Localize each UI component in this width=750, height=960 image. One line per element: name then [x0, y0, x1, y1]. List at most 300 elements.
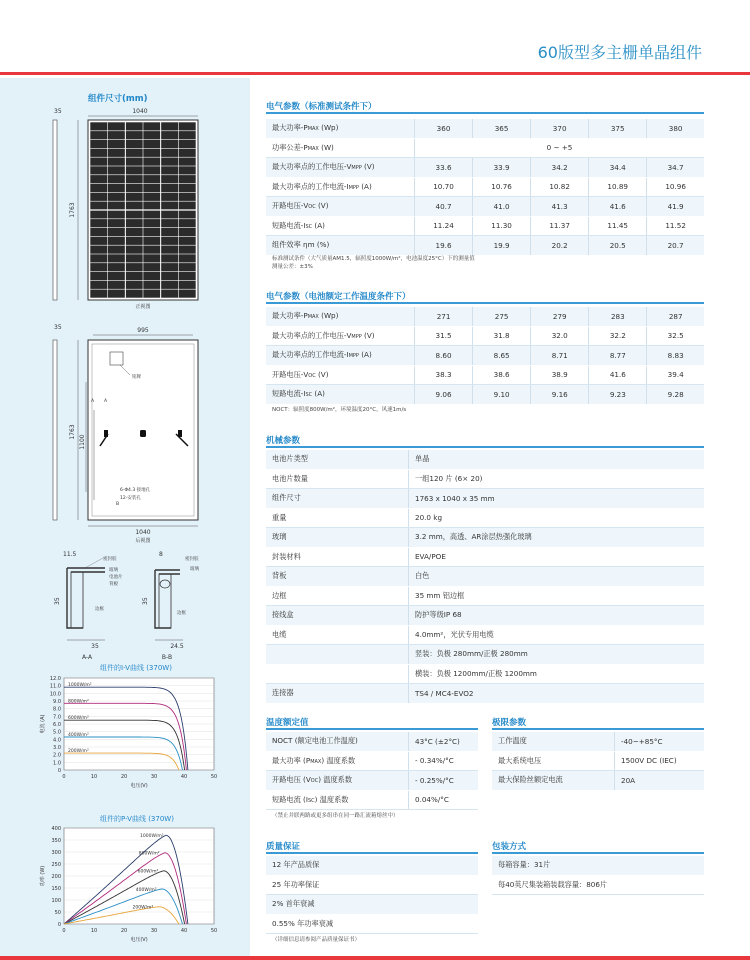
y-tick-label: 7.0 — [53, 714, 61, 721]
package-row-text: 每40英尺集装箱装载容量：806片 — [492, 875, 704, 895]
solar-cell — [90, 184, 107, 192]
solar-cell — [143, 272, 160, 280]
y-tick-label: 350 — [51, 838, 61, 844]
solar-cell — [161, 281, 178, 289]
stc-row-value: 19.6 — [415, 236, 473, 256]
temp-row — [266, 771, 478, 791]
solar-cell — [143, 166, 160, 174]
noct-table — [266, 307, 704, 405]
solar-cell — [179, 149, 196, 157]
y-tick-label: 0 — [57, 922, 61, 928]
solar-cell — [143, 210, 160, 218]
solar-cell — [108, 281, 125, 289]
y-tick-label: 3.0 — [53, 745, 61, 751]
solar-cell — [126, 263, 143, 271]
mech-row-label: 组件尺寸 — [266, 489, 409, 509]
stc-row-label: 组件效率 ηm (%) — [266, 236, 415, 256]
warranty-row-text: 25 年功率保证 — [266, 875, 478, 895]
package-title: 包装方式 — [492, 842, 527, 852]
x-tick-label: 50 — [210, 928, 218, 934]
svg-text:A-A: A-A — [81, 654, 93, 661]
solar-cell — [179, 131, 196, 139]
solar-cell — [179, 263, 196, 271]
solar-cell — [179, 158, 196, 166]
noct-row-value: 275 — [473, 307, 531, 326]
solar-cell — [108, 272, 125, 280]
solar-cell — [90, 228, 107, 236]
y-tick-label: 8.0 — [53, 706, 61, 713]
temp-row-label: 开路电压 (VOC) 温度系数 — [266, 771, 409, 791]
svg-text:8: 8 — [159, 551, 163, 558]
solar-cell — [179, 202, 196, 210]
solar-cell — [126, 149, 143, 157]
solar-cell — [179, 122, 196, 130]
series-label: 800W/m² — [138, 851, 160, 857]
noct-row-value: 38.6 — [473, 365, 531, 385]
mech-row-label: 边框 — [266, 586, 409, 606]
front-view-drawing — [48, 106, 208, 311]
noct-row — [266, 385, 704, 405]
solar-cell — [90, 237, 107, 245]
y-tick-label: 100 — [51, 898, 61, 904]
solar-cell — [126, 158, 143, 166]
limit-row-value: 1500V DC (IEC) — [615, 751, 705, 771]
solar-cell — [143, 193, 160, 201]
solar-cell — [90, 290, 107, 298]
solar-cell — [126, 290, 143, 298]
svg-text:1040: 1040 — [135, 529, 151, 536]
temp-row-label: 最大功率 (PMAX) 温度系数 — [266, 751, 409, 771]
svg-text:后视图: 后视图 — [135, 538, 151, 544]
solar-cell — [126, 122, 143, 130]
solar-cell — [161, 140, 178, 148]
noct-row-value: 9.06 — [415, 385, 473, 405]
left-panel — [0, 78, 250, 960]
stc-rule — [266, 112, 704, 114]
stc-row-value: 41.6 — [589, 197, 647, 217]
solar-cell — [161, 193, 178, 201]
noct-row-value: 283 — [589, 307, 647, 326]
stc-row-value: 11.37 — [531, 216, 589, 236]
stc-row — [266, 119, 704, 138]
solar-cell — [161, 263, 178, 271]
stc-row — [266, 177, 704, 197]
solar-cell — [90, 202, 107, 210]
solar-cell — [108, 184, 125, 192]
svg-text:35: 35 — [91, 643, 99, 650]
limit-row-label: 最大系统电压 — [492, 751, 615, 771]
back-view-drawing — [48, 322, 213, 544]
noct-row-value: 41.6 — [589, 365, 647, 385]
solar-cell — [143, 131, 160, 139]
solar-cell — [126, 166, 143, 174]
series-label: 400W/m² — [68, 733, 89, 739]
mech-row-label — [266, 645, 409, 665]
warranty-note: （详细信息请参阅产品质量保证书） — [272, 937, 361, 943]
solar-cell — [90, 210, 107, 218]
noct-row-value: 8.60 — [415, 346, 473, 366]
iv-chart-title: 组件的I-V曲线 (370W) — [100, 664, 172, 672]
svg-text:玻璃: 玻璃 — [109, 568, 118, 573]
x-tick-label: 10 — [90, 774, 98, 780]
solar-cell — [126, 246, 143, 254]
package-row — [492, 875, 704, 895]
x-tick-label: 40 — [180, 774, 188, 780]
svg-text:1763: 1763 — [69, 424, 76, 440]
solar-cell — [126, 228, 143, 236]
stc-note-2: 测量公差：±3% — [272, 264, 313, 270]
front-caption: 正视图 — [135, 304, 151, 310]
stc-title: 电气参数（标准测试条件下） — [266, 102, 377, 112]
solar-cell — [161, 254, 178, 262]
limit-row — [492, 751, 704, 771]
noct-row-value: 32.0 — [531, 326, 589, 346]
solar-cell — [143, 290, 160, 298]
stc-row-value: 10.76 — [473, 177, 531, 197]
warranty-row — [266, 875, 478, 895]
stc-row-value: 19.9 — [473, 236, 531, 256]
solar-cell — [90, 281, 107, 289]
svg-text:24.5: 24.5 — [170, 643, 184, 650]
temp-table — [266, 732, 478, 810]
x-tick-label: 30 — [150, 774, 158, 780]
warranty-row-text: 12 年产品质保 — [266, 856, 478, 875]
noct-row — [266, 346, 704, 366]
solar-cell — [161, 131, 178, 139]
solar-cell — [179, 193, 196, 201]
solar-cell — [143, 184, 160, 192]
noct-row-value: 32.2 — [589, 326, 647, 346]
x-tick-label: 20 — [120, 928, 128, 934]
solar-cell — [143, 158, 160, 166]
limit-row-label: 工作温度 — [492, 732, 615, 751]
mech-row-value: 4.0mm²，光伏专用电缆 — [409, 625, 705, 645]
mech-row-label: 电池片数量 — [266, 469, 409, 489]
y-tick-label: 300 — [51, 850, 61, 856]
y-tick-label: 10.0 — [49, 691, 61, 698]
mech-title: 机械参数 — [266, 436, 301, 446]
limit-rule — [492, 728, 704, 730]
solar-cell — [126, 140, 143, 148]
svg-text:1100: 1100 — [79, 434, 86, 450]
mech-row-value: 横装：负极 1200mm/正极 1200mm — [409, 664, 705, 684]
solar-cell — [179, 175, 196, 183]
limit-row-label: 最大保险丝额定电流 — [492, 771, 615, 791]
solar-cell — [179, 184, 196, 192]
y-tick-label: 200 — [51, 874, 61, 880]
stc-row-value: 10.89 — [589, 177, 647, 197]
noct-row-value: 38.9 — [531, 365, 589, 385]
solar-cell — [179, 166, 196, 174]
stc-row-value: 41.9 — [647, 197, 704, 217]
solar-cell — [108, 158, 125, 166]
noct-row-value: 8.77 — [589, 346, 647, 366]
temp-rule — [266, 728, 478, 730]
temp-row-value: - 0.34%/°C — [409, 751, 479, 771]
mech-row-value: 20.0 kg — [409, 508, 705, 528]
stc-row-value: 20.2 — [531, 236, 589, 256]
stc-row-value: 380 — [647, 119, 704, 138]
x-tick-label: 0 — [62, 928, 66, 934]
temp-row-value: - 0.25%/°C — [409, 771, 479, 791]
warranty-rule — [266, 852, 478, 854]
noct-row-value: 31.8 — [473, 326, 531, 346]
stc-row-label: 最大功率点的工作电压-VMPP (V) — [266, 158, 415, 178]
noct-title: 电气参数（电池额定工作温度条件下） — [266, 292, 411, 302]
noct-row-value: 9.28 — [647, 385, 704, 405]
mech-table — [266, 450, 704, 704]
stc-row-value: 33.9 — [473, 158, 531, 178]
solar-cell — [143, 263, 160, 271]
mech-row — [266, 528, 704, 548]
solar-cell — [108, 166, 125, 174]
mech-row-value: 防护等级IP 68 — [409, 606, 705, 626]
svg-text:铭牌: 铭牌 — [132, 375, 141, 380]
stc-row-value: 10.96 — [647, 177, 704, 197]
dimension-title: 组件尺寸(mm) — [88, 94, 148, 104]
stc-row-value: 365 — [473, 119, 531, 138]
x-axis-label: 电压(V) — [130, 783, 148, 789]
stc-row-value: 34.2 — [531, 158, 589, 178]
temp-row-label: NOCT (额定电池工作温度) — [266, 732, 409, 751]
mech-row — [266, 450, 704, 469]
solar-cell — [108, 131, 125, 139]
mech-rule — [266, 446, 704, 448]
stc-row — [266, 197, 704, 217]
limit-row — [492, 771, 704, 791]
solar-cell — [161, 210, 178, 218]
temp-title: 温度额定值 — [266, 718, 309, 728]
noct-row-value: 8.65 — [473, 346, 531, 366]
front-height-dim: 1763 — [69, 202, 76, 218]
stc-row-label: 开路电压-VOC (V) — [266, 197, 415, 217]
solar-cell — [90, 246, 107, 254]
pv-chart — [20, 824, 225, 948]
warranty-row-text: 0.55% 年功率衰减 — [266, 914, 478, 934]
solar-cell — [126, 184, 143, 192]
svg-text:B: B — [116, 502, 120, 507]
stc-row-value: 20.7 — [647, 236, 704, 256]
y-axis-label: 电流 (A) — [40, 714, 46, 734]
stc-row-value: 375 — [589, 119, 647, 138]
stc-row — [266, 138, 704, 158]
y-axis-label: 功率 (W) — [40, 865, 46, 887]
noct-row-label: 最大功率-PMAX (Wp) — [266, 307, 415, 326]
mech-row — [266, 625, 704, 645]
stc-row-value: 41.3 — [531, 197, 589, 217]
solar-cell — [126, 281, 143, 289]
solar-cell — [108, 254, 125, 262]
noct-row-value: 38.3 — [415, 365, 473, 385]
solar-cell — [90, 219, 107, 227]
stc-row-value: 370 — [531, 119, 589, 138]
noct-row-value: 8.83 — [647, 346, 704, 366]
mech-row — [266, 684, 704, 704]
solar-cell — [108, 290, 125, 298]
iv-chart — [20, 674, 225, 794]
x-axis-label: 电压(V) — [130, 937, 148, 943]
limit-row — [492, 732, 704, 751]
noct-row — [266, 307, 704, 326]
x-tick-label: 0 — [62, 774, 66, 780]
footer-bar — [0, 956, 750, 960]
stc-row-value: 20.5 — [589, 236, 647, 256]
noct-row-value: 9.23 — [589, 385, 647, 405]
series-label: 1000W/m² — [140, 834, 164, 840]
mech-row-label: 重量 — [266, 508, 409, 528]
stc-row-label: 功率公差-PMAX (W) — [266, 138, 415, 158]
noct-row-value: 39.4 — [647, 365, 704, 385]
noct-row — [266, 365, 704, 385]
solar-cell — [90, 272, 107, 280]
solar-cell — [143, 228, 160, 236]
solar-cell — [161, 184, 178, 192]
solar-cell — [161, 246, 178, 254]
noct-note: NOCT：辐照度800W/m²，环境温度20°C，风速1m/s — [272, 407, 407, 413]
noct-row-label: 最大功率点的工作电流-IMPP (A) — [266, 346, 415, 366]
svg-text:背板: 背板 — [109, 582, 118, 587]
solar-cell — [108, 175, 125, 183]
stc-row — [266, 216, 704, 236]
y-tick-label: 250 — [51, 862, 61, 868]
noct-row-label: 短路电流-ISC (A) — [266, 385, 415, 405]
svg-text:边框: 边框 — [177, 611, 186, 616]
stc-row-value: 34.7 — [647, 158, 704, 178]
mech-row-value: EVA/POE — [409, 547, 705, 567]
mech-row — [266, 645, 704, 665]
stc-row-value: 34.4 — [589, 158, 647, 178]
solar-cell — [161, 219, 178, 227]
solar-cell — [179, 228, 196, 236]
mech-row — [266, 586, 704, 606]
mech-row-value: 单晶 — [409, 450, 705, 469]
y-tick-label: 11.0 — [49, 683, 61, 690]
warranty-row — [266, 895, 478, 915]
limit-row-value: 20A — [615, 771, 705, 791]
solar-cell — [126, 131, 143, 139]
solar-cell — [179, 246, 196, 254]
stc-note-1: 标准测试条件（大气质量AM1.5，辐照度1000W/m²，电池温度25°C）下的测量值 — [272, 256, 475, 262]
solar-cell — [90, 263, 107, 271]
solar-cell — [108, 219, 125, 227]
x-tick-label: 40 — [180, 928, 188, 934]
solar-cell — [90, 140, 107, 148]
warranty-row — [266, 856, 478, 875]
temp-row-value: 0.04%/°C — [409, 790, 479, 810]
solar-cell — [143, 149, 160, 157]
svg-text:12-安装孔: 12-安装孔 — [120, 496, 141, 501]
svg-text:35: 35 — [142, 597, 149, 605]
noct-row-value: 9.16 — [531, 385, 589, 405]
stc-row-value: 33.6 — [415, 158, 473, 178]
pv-chart-title: 组件的P-V曲线 (370W) — [100, 815, 174, 823]
noct-row-value: 32.5 — [647, 326, 704, 346]
stc-row-label: 最大功率-PMAX (Wp) — [266, 119, 415, 138]
stc-row-label: 最大功率点的工作电流-IMPP (A) — [266, 177, 415, 197]
warranty-title: 质量保证 — [266, 842, 301, 852]
solar-cell — [161, 228, 178, 236]
mech-row-value: 35 mm 铝边框 — [409, 586, 705, 606]
solar-cell — [161, 290, 178, 298]
noct-row-value: 9.10 — [473, 385, 531, 405]
y-tick-label: 1.0 — [53, 760, 61, 767]
limit-row-value: -40~+85°C — [615, 732, 705, 751]
mech-row — [266, 664, 704, 684]
header-divider — [0, 72, 750, 75]
solar-cell — [108, 202, 125, 210]
solar-cell — [90, 254, 107, 262]
package-rule — [492, 852, 704, 854]
x-tick-label: 10 — [90, 928, 98, 934]
solar-cell — [90, 166, 107, 174]
solar-cell — [108, 263, 125, 271]
series-label: 400W/m² — [135, 887, 157, 893]
noct-row-label: 最大功率点的工作电压-VMPP (V) — [266, 326, 415, 346]
solar-cell — [143, 254, 160, 262]
noct-row — [266, 326, 704, 346]
solar-cell — [143, 122, 160, 130]
noct-row-value: 8.71 — [531, 346, 589, 366]
cross-section-drawing — [55, 548, 225, 660]
series-label: 200W/m² — [132, 905, 154, 911]
y-tick-label: 2.0 — [53, 752, 61, 759]
solar-cell — [90, 175, 107, 183]
mech-row — [266, 469, 704, 489]
mech-row — [266, 508, 704, 528]
mech-row-value: 3.2 mm，高透、AR涂层热强化玻璃 — [409, 528, 705, 548]
solar-cell — [179, 281, 196, 289]
solar-cell — [126, 219, 143, 227]
y-tick-label: 6.0 — [53, 722, 61, 728]
noct-row-value: 279 — [531, 307, 589, 326]
front-side-dim: 35 — [54, 108, 62, 115]
stc-row-label: 短路电流-ISC (A) — [266, 216, 415, 236]
solar-cell — [179, 140, 196, 148]
noct-row-value: 287 — [647, 307, 704, 326]
warranty-table — [266, 856, 478, 934]
front-top-dim: 1040 — [132, 108, 148, 115]
solar-cell — [179, 290, 196, 298]
series-label: 600W/m² — [137, 869, 159, 875]
temp-row — [266, 732, 478, 751]
solar-cell — [126, 175, 143, 183]
svg-text:6-Φ4.3 接地孔: 6-Φ4.3 接地孔 — [120, 488, 151, 493]
solar-cell — [161, 158, 178, 166]
mech-row-label: 接线盒 — [266, 606, 409, 626]
temp-row — [266, 790, 478, 810]
mech-row — [266, 606, 704, 626]
svg-text:玻璃: 玻璃 — [190, 567, 199, 572]
temp-note: （禁止并联两路或更多组串在同一路汇流箱熔丝中） — [272, 813, 399, 819]
mech-row — [266, 567, 704, 587]
mech-row-label: 封装材料 — [266, 547, 409, 567]
solar-cell — [90, 193, 107, 201]
stc-row-value: 11.30 — [473, 216, 531, 236]
mech-row-label: 连接器 — [266, 684, 409, 704]
mech-row — [266, 489, 704, 509]
mech-row-value: 白色 — [409, 567, 705, 587]
y-tick-label: 150 — [51, 886, 61, 892]
svg-text:边框: 边框 — [95, 607, 104, 612]
solar-cell — [108, 237, 125, 245]
mech-row-label: 电池片类型 — [266, 450, 409, 469]
solar-cell — [90, 149, 107, 157]
series-label: 200W/m² — [68, 749, 89, 755]
solar-cell — [126, 272, 143, 280]
x-tick-label: 50 — [210, 774, 218, 780]
x-tick-label: 30 — [150, 928, 158, 934]
y-tick-label: 50 — [54, 910, 61, 916]
